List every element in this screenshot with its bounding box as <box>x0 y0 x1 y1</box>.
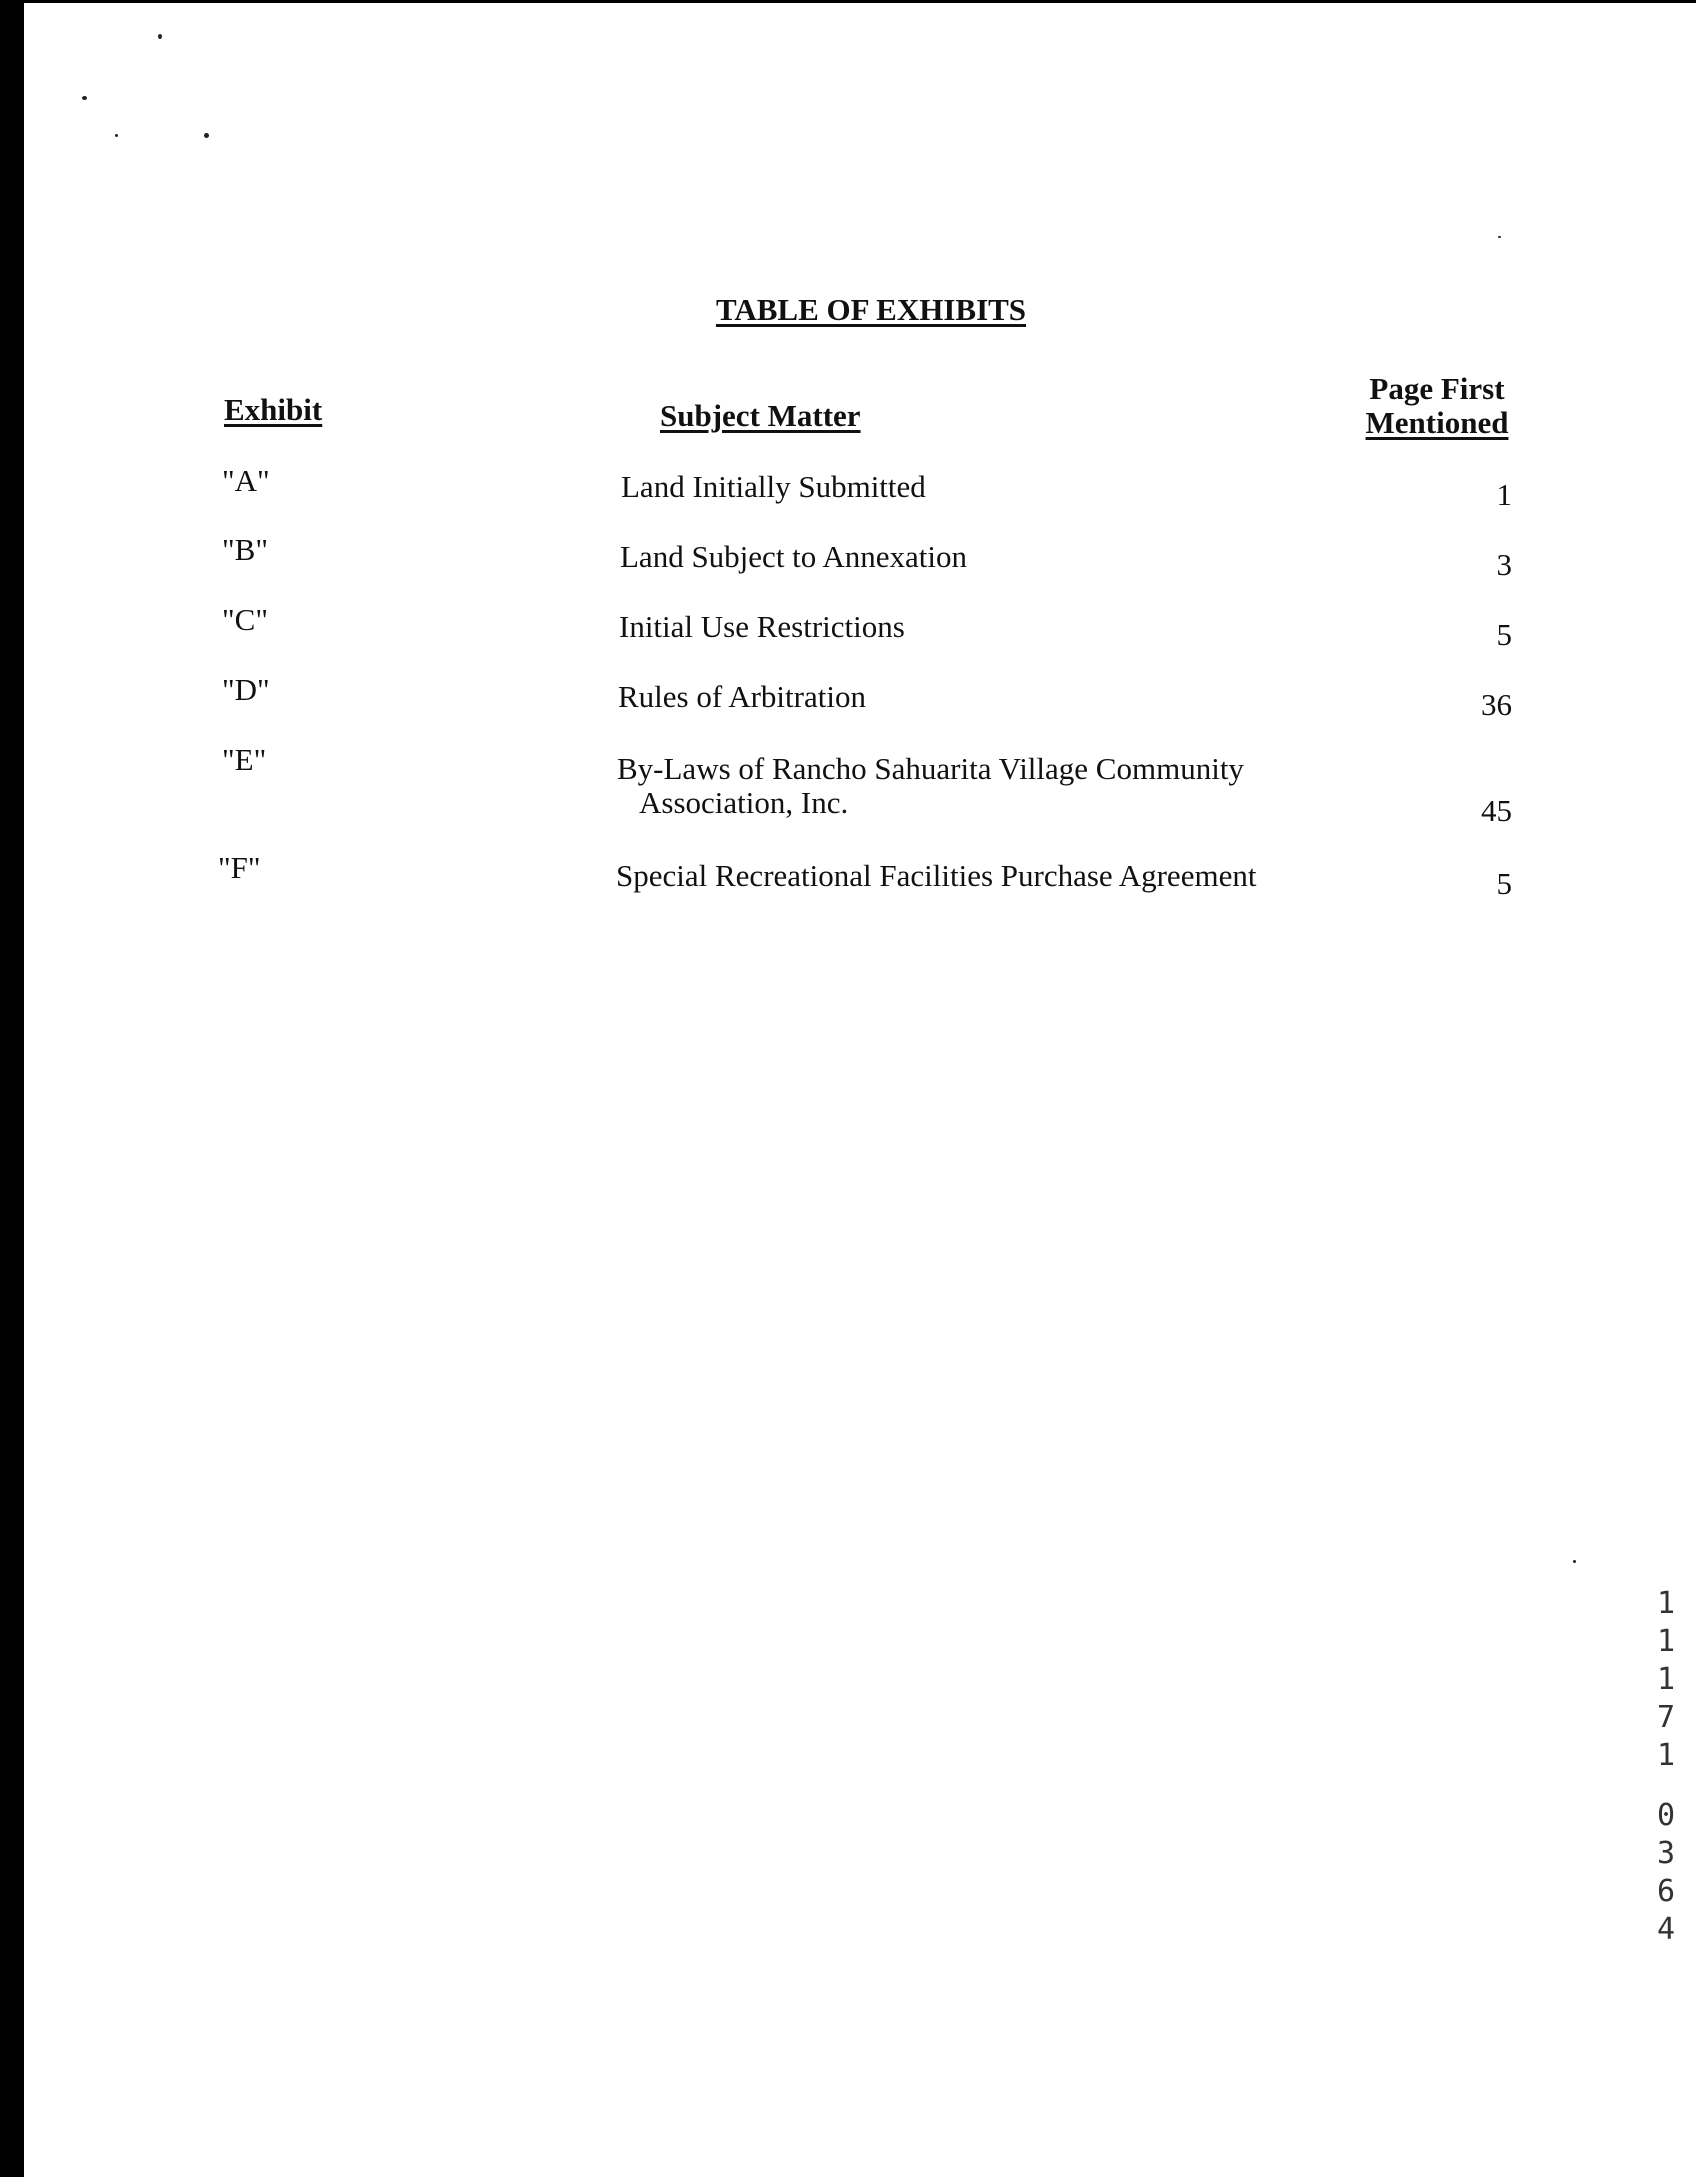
column-header-subject: Subject Matter <box>660 398 861 433</box>
exhibit-subject: Special Recreational Facilities Purchase Agreement <box>616 858 1257 893</box>
stamp-digit: 7 <box>1656 1700 1676 1735</box>
exhibit-page: 5 <box>1496 866 1512 901</box>
stamp-gap <box>1648 1775 1684 1797</box>
column-header-exhibit: Exhibit <box>224 392 323 427</box>
exhibit-subject: Land Subject to Annexation <box>620 539 967 574</box>
scan-speck <box>158 34 162 39</box>
exhibit-page: 45 <box>1481 793 1512 828</box>
exhibit-subject-continued: Association, Inc. <box>639 785 849 820</box>
stamp-digit: 1 <box>1656 1662 1676 1697</box>
stamp-digit: 1 <box>1656 1738 1676 1773</box>
scan-speck <box>82 96 87 100</box>
scan-speck <box>1573 1560 1576 1563</box>
column-header-page-line1: Page First <box>1369 371 1505 406</box>
stamp-digit: 6 <box>1656 1874 1676 1909</box>
exhibit-page: 3 <box>1496 547 1512 582</box>
exhibit-subject: By-Laws of Rancho Sahuarita Village Community <box>617 751 1244 786</box>
stamp-digit: 1 <box>1656 1586 1676 1621</box>
scan-speck <box>1498 236 1501 238</box>
exhibit-label: "A" <box>222 463 270 498</box>
stamp-digit: 4 <box>1656 1912 1676 1947</box>
stamp-digit: 1 <box>1656 1624 1676 1659</box>
stamp-digit: 3 <box>1656 1836 1676 1871</box>
exhibit-label: "C" <box>222 602 268 637</box>
exhibit-page: 5 <box>1496 617 1512 652</box>
column-header-page <box>1352 372 1522 440</box>
stamp-digit: 0 <box>1656 1798 1676 1833</box>
exhibit-label: "D" <box>222 672 270 707</box>
scan-speck <box>204 133 209 138</box>
scan-speck <box>115 134 118 137</box>
exhibit-page: 1 <box>1496 477 1512 512</box>
exhibit-label: "E" <box>222 742 267 777</box>
scan-top-edge <box>0 0 1696 3</box>
exhibit-page: 36 <box>1481 687 1512 722</box>
bates-stamp <box>1648 1585 1684 1949</box>
exhibit-subject: Land Initially Submitted <box>621 469 926 504</box>
column-header-page-line2: Mentioned <box>1365 405 1509 440</box>
exhibit-subject: Initial Use Restrictions <box>619 609 905 644</box>
page-title: TABLE OF EXHIBITS <box>715 292 1027 327</box>
exhibit-label: "B" <box>222 532 268 567</box>
exhibit-label: "F" <box>218 850 261 885</box>
exhibit-subject: Rules of Arbitration <box>618 679 866 714</box>
